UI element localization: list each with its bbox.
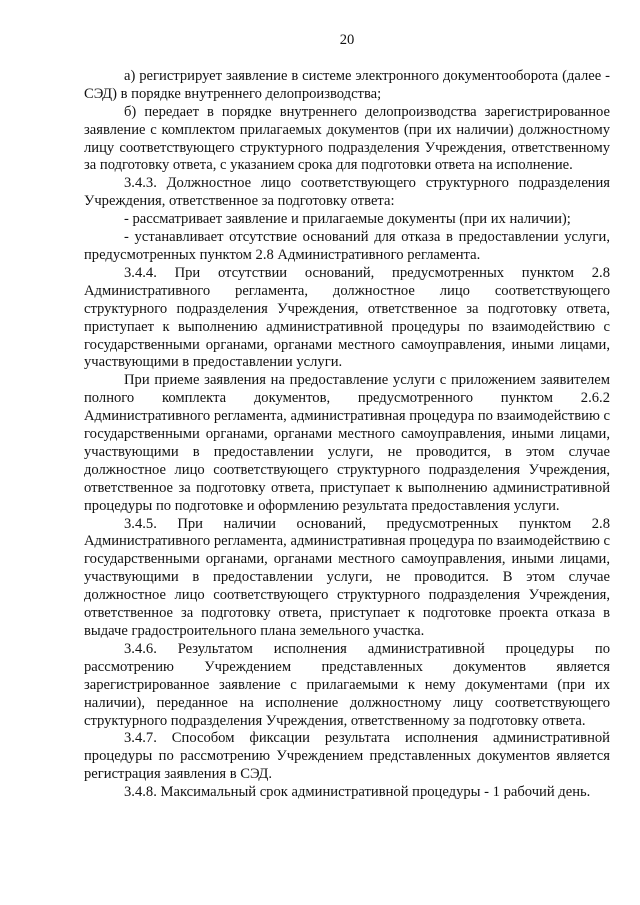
document-page [84,32,610,802]
list-item-review: - рассматривает заявление и прилагаемые документы (при их наличии); [124,211,571,228]
page-number: 20 [339,32,355,48]
paragraph-3-4-5: 3.4.5. При наличии оснований, предусмотренных пунктом 2.8 Административного регламента, административная процедура по взаимодействию с государственными органами, органами местного самоуправления, иными лицами, участвующими в предоставлении услуги, не проводится. В этом случае должностное лицо соответствующего структурного подразделения Учреждения, ответственное за подготовку ответа, приступает к подготовке проекта отказа в выдаче градостроительного плана земельного участка. [84,515,610,639]
paragraph-full-package: При приеме заявления на предоставление услуги с приложением заявителем полного комплекта документов, предусмотренного пунктом 2.6.2 Административного регламента, административная процедура по взаимодействию с государственными органами, органами местного самоуправления, иными лицами, участвующими в предоставлении услуги, не проводится, в этом случае должностное лицо соответствующего структурного подразделения Учреждения, ответственное за подготовку ответа, приступает к выполнению административной процедуры по подготовке и оформлению результата предоставления услуги. [84,372,610,514]
paragraph-3-4-4: 3.4.4. При отсутствии оснований, предусмотренных пунктом 2.8 Административного регламента, должностное лицо соответствующего структурного подразделения Учреждения, ответственное за подготовку ответа, приступает к выполнению административной процедуры по взаимодействию с государственными органами, органами местного самоуправления, иными лицами, участвующими в предоставлении услуги. [84,264,610,371]
paragraph-b: б) передает в порядке внутреннего делопроизводства зарегистрированное заявление с комплектом прилагаемых документов (при их наличии) должностному лицу соответствующего структурного подразделения Учреждения, ответственному за подготовку ответа, с указанием срока для подготовки ответа на исполнение. [84,103,610,174]
paragraph-3-4-8: 3.4.8. Максимальный срок административной процедуры - 1 рабочий день. [124,784,591,801]
list-item-establish: - устанавливает отсутствие оснований для отказа в предоставлении услуги, предусмотренных пунктом 2.8 Административного регламента. [84,229,610,263]
paragraph-3-4-3: 3.4.3. Должностное лицо соответствующего структурного подразделения Учреждения, ответственное за подготовку ответа: [84,175,610,210]
paragraph-3-4-6: 3.4.6. Результатом исполнения административной процедуры по рассмотрению Учреждением представленных документов является зарегистрированное заявление с прилагаемыми к нему документами (при их наличии), переданное на исполнение должностному лицу соответствующего структурного подразделения Учреждения, ответственному за подготовку ответа. [84,640,610,729]
paragraph-a: а) регистрирует заявление в системе электронного документооборота (далее - СЭД) в порядке внутреннего делопроизводства; [84,67,610,102]
paragraph-3-4-7: 3.4.7. Способом фиксации результата исполнения административной процедуры по рассмотрению Учреждением представленных документов является регистрация заявления в СЭД. [84,730,610,783]
